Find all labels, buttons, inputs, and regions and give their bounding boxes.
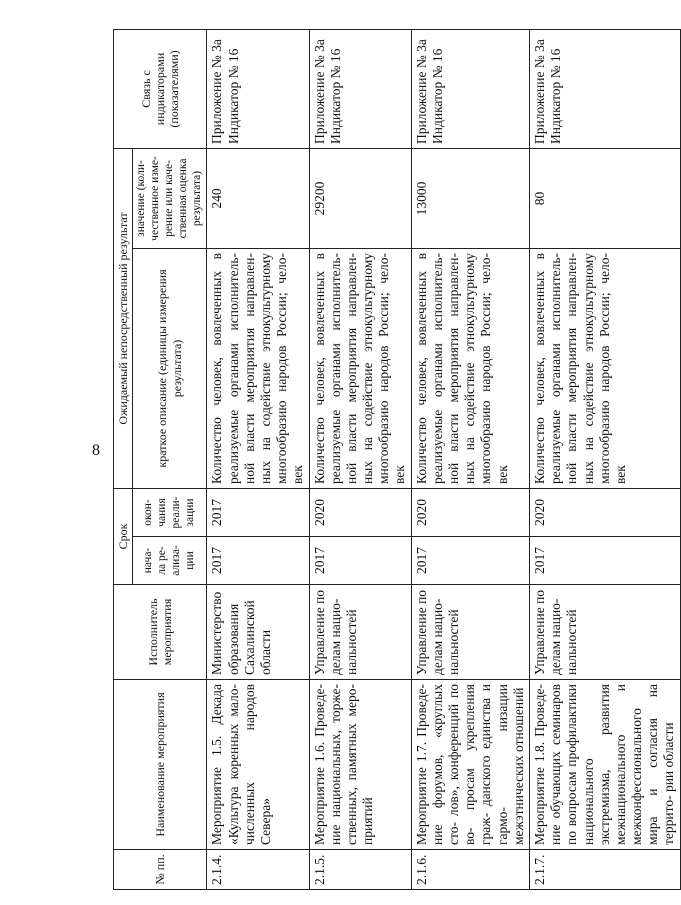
header-executor: Исполнитель мероприятия xyxy=(114,585,207,680)
row-num: 2.1.5. xyxy=(309,850,411,890)
header-term-end: окон- чания реали- зации xyxy=(133,489,207,537)
header-result-value: значение (коли- чественное изме- рение или каче- ственная оценка результата) xyxy=(133,148,207,248)
row-desc: Количество человек, вовлеченных в реализуемые органами исполнитель- ной власти мероприятия направлен- ных на содействие этнокультурному многообразию народов России; чело- век xyxy=(529,249,680,489)
row-executor: Управление по делам нацио- нальностей xyxy=(411,585,529,680)
row-desc: Количество человек, вовлеченных в реализуемые органами исполнитель- ной власти мероприятия направлен- ных на содействие этнокультурному многообразию народов России; чело- век xyxy=(411,249,529,489)
row-desc: Количество человек, вовлеченных в реализуемые органами исполнитель- ной власти мероприятия направлен- ных на содействие этнокультурному многообразию народов России; чело- век xyxy=(207,249,309,489)
row-name: Мероприятие 1.7. Проведе- ние форумов, «круглых сто- лов», конференций по во- просам укрепления граж- данского единства и гармо- низации межэтнических отношений xyxy=(411,680,529,850)
row-name: Мероприятие 1.5. Декада «Культура коренных мало- численных народов Севера» xyxy=(207,680,309,850)
header-term: Срок xyxy=(114,489,133,585)
row-start: 2017 xyxy=(207,537,309,585)
program-activities-sheet xyxy=(113,30,677,890)
row-end: 2020 xyxy=(529,489,680,537)
row-end: 2020 xyxy=(411,489,529,537)
activities-table xyxy=(113,29,681,890)
row-start: 2017 xyxy=(529,537,680,585)
row-desc: Количество человек, вовлеченных в реализуемые органами исполнитель- ной власти мероприятия направлен- ных на содействие этнокультурному многообразию народов России; чело- век xyxy=(309,249,411,489)
row-name: Мероприятие 1.6. Проведе- ние национальных, торже- ственных, памятных меро- приятий xyxy=(309,680,411,850)
row-start: 2017 xyxy=(309,537,411,585)
row-value: 240 xyxy=(207,148,309,248)
row-indicator: Приложение № 3а Индикатор № 16 xyxy=(207,29,309,148)
row-end: 2017 xyxy=(207,489,309,537)
row-executor: Управление по делам нацио- нальностей xyxy=(309,585,411,680)
row-num: 2.1.4. xyxy=(207,850,309,890)
header-indicator: Связь с индикаторами (показателями) xyxy=(114,29,207,148)
row-value: 13000 xyxy=(411,148,529,248)
table-row xyxy=(207,29,309,889)
row-value: 80 xyxy=(529,148,680,248)
row-end: 2020 xyxy=(309,489,411,537)
row-indicator: Приложение № 3а Индикатор № 16 xyxy=(309,29,411,148)
row-indicator: Приложение № 3а Индикатор № 16 xyxy=(411,29,529,148)
header-term-start: нача- ла ре- ализа- ции xyxy=(133,537,207,585)
header-result: Ожидаемый непосредственный результат xyxy=(114,148,133,488)
row-num: 2.1.6. xyxy=(411,850,529,890)
row-num: 2.1.7. xyxy=(529,850,680,890)
page-number: 8 xyxy=(92,442,100,459)
header-name: Наименование мероприятия xyxy=(114,680,207,850)
table-row xyxy=(309,29,411,889)
row-executor: Министерство образования Сахалинской области xyxy=(207,585,309,680)
row-executor: Управление по делам нацио- нальностей xyxy=(529,585,680,680)
table-row xyxy=(529,29,680,889)
row-indicator: Приложение № 3а Индикатор № 16 xyxy=(529,29,680,148)
header-result-desc: краткое описание (единицы измерения результата) xyxy=(133,249,207,489)
header-num: № пп. xyxy=(114,850,207,890)
table-row xyxy=(411,29,529,889)
row-start: 2017 xyxy=(411,537,529,585)
row-value: 29200 xyxy=(309,148,411,248)
row-name: Мероприятие 1.8. Проведе- ние обучающих семинаров по вопросам профилактики национального экстремизма, развития межнационального и межконфессионального мира и согласия на террито- рии области xyxy=(529,680,680,850)
